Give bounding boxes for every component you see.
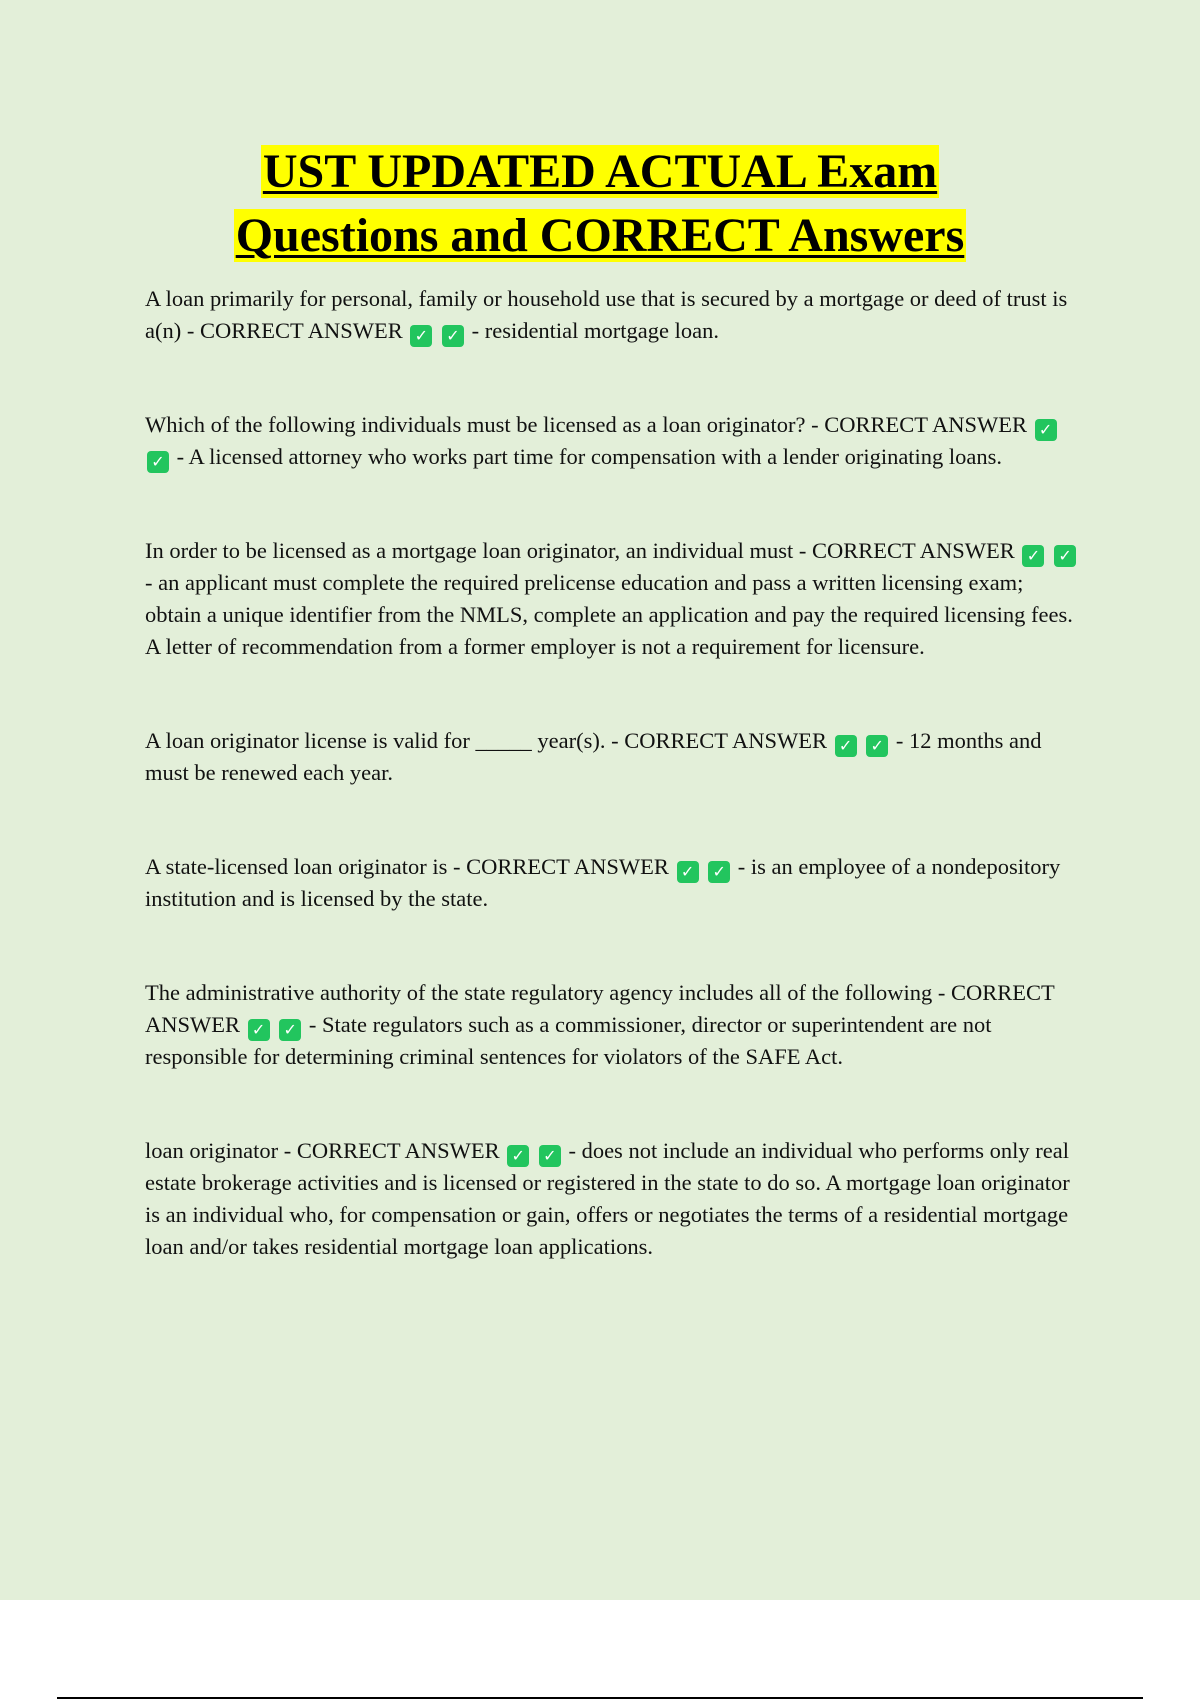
title-line-1: UST UPDATED ACTUAL Exam <box>262 145 938 198</box>
question-text: A loan primarily for personal, family or household use that is secured by a mortgage or deed of trust is a(n) - CORRECT ANSWER <box>145 286 1068 343</box>
check-mark-icon: ✓ <box>539 1145 561 1167</box>
check-mark-icon: ✓ <box>410 325 432 347</box>
question-text: Which of the following individuals must be licensed as a loan originator? - CORRECT ANSWER <box>145 412 1027 437</box>
question-text: loan originator - CORRECT ANSWER <box>145 1138 500 1163</box>
qa-item-6 <box>145 977 1085 1073</box>
title-line-2: Questions and CORRECT Answers <box>235 209 965 262</box>
qa-item-1 <box>145 283 1085 347</box>
check-mark-icon: ✓ <box>708 861 730 883</box>
check-mark-icon: ✓ <box>866 735 888 757</box>
answer-text: - does not include an individual who performs only real estate brokerage activities and is licensed or registered in the state to do so. A mortgage loan originator is an individual who, for compensation or gain, offers or negotiates the terms of a residential mortgage loan and/or takes residential mortgage loan applications. <box>145 1138 1070 1259</box>
question-text: In order to be licensed as a mortgage loan originator, an individual must - CORRECT ANSWER <box>145 538 1015 563</box>
qa-list <box>145 283 1085 1263</box>
check-mark-icon: ✓ <box>1054 545 1076 567</box>
question-text: A loan originator license is valid for _____ year(s). - CORRECT ANSWER <box>145 728 827 753</box>
footer-rule <box>57 1697 1143 1699</box>
qa-item-5 <box>145 851 1085 915</box>
qa-item-4 <box>145 725 1085 789</box>
qa-item-3 <box>145 535 1085 663</box>
question-text: The administrative authority of the state regulatory agency includes all of the following - CORRECT ANSWER <box>145 980 1055 1037</box>
check-mark-icon: ✓ <box>1022 545 1044 567</box>
answer-text: - State regulators such as a commissioner, director or superintendent are not responsible for determining criminal sentences for violators of the SAFE Act. <box>145 1012 992 1069</box>
document-title <box>0 140 1200 268</box>
qa-item-2 <box>145 409 1085 473</box>
check-mark-icon: ✓ <box>677 861 699 883</box>
question-text: A state-licensed loan originator is - CORRECT ANSWER <box>145 854 669 879</box>
check-mark-icon: ✓ <box>248 1019 270 1041</box>
qa-item-7 <box>145 1135 1085 1263</box>
answer-text: - 12 months and must be renewed each year. <box>145 728 1042 785</box>
answer-text: - residential mortgage loan. <box>465 318 720 343</box>
answer-text: - A licensed attorney who works part time for compensation with a lender originating loans. <box>171 444 1003 469</box>
check-mark-icon: ✓ <box>1035 419 1057 441</box>
check-mark-icon: ✓ <box>279 1019 301 1041</box>
answer-text: - an applicant must complete the required prelicense education and pass a written licensing exam; obtain a unique identifier from the NMLS, complete an application and pay the required licensing fees. A letter of recommendation from a former employer is not a requirement for licensure. <box>145 570 1073 659</box>
check-mark-icon: ✓ <box>507 1145 529 1167</box>
check-mark-icon: ✓ <box>147 451 169 473</box>
answer-text: - is an employee of a nondepository institution and is licensed by the state. <box>145 854 1061 911</box>
check-mark-icon: ✓ <box>442 325 464 347</box>
check-mark-icon: ✓ <box>835 735 857 757</box>
